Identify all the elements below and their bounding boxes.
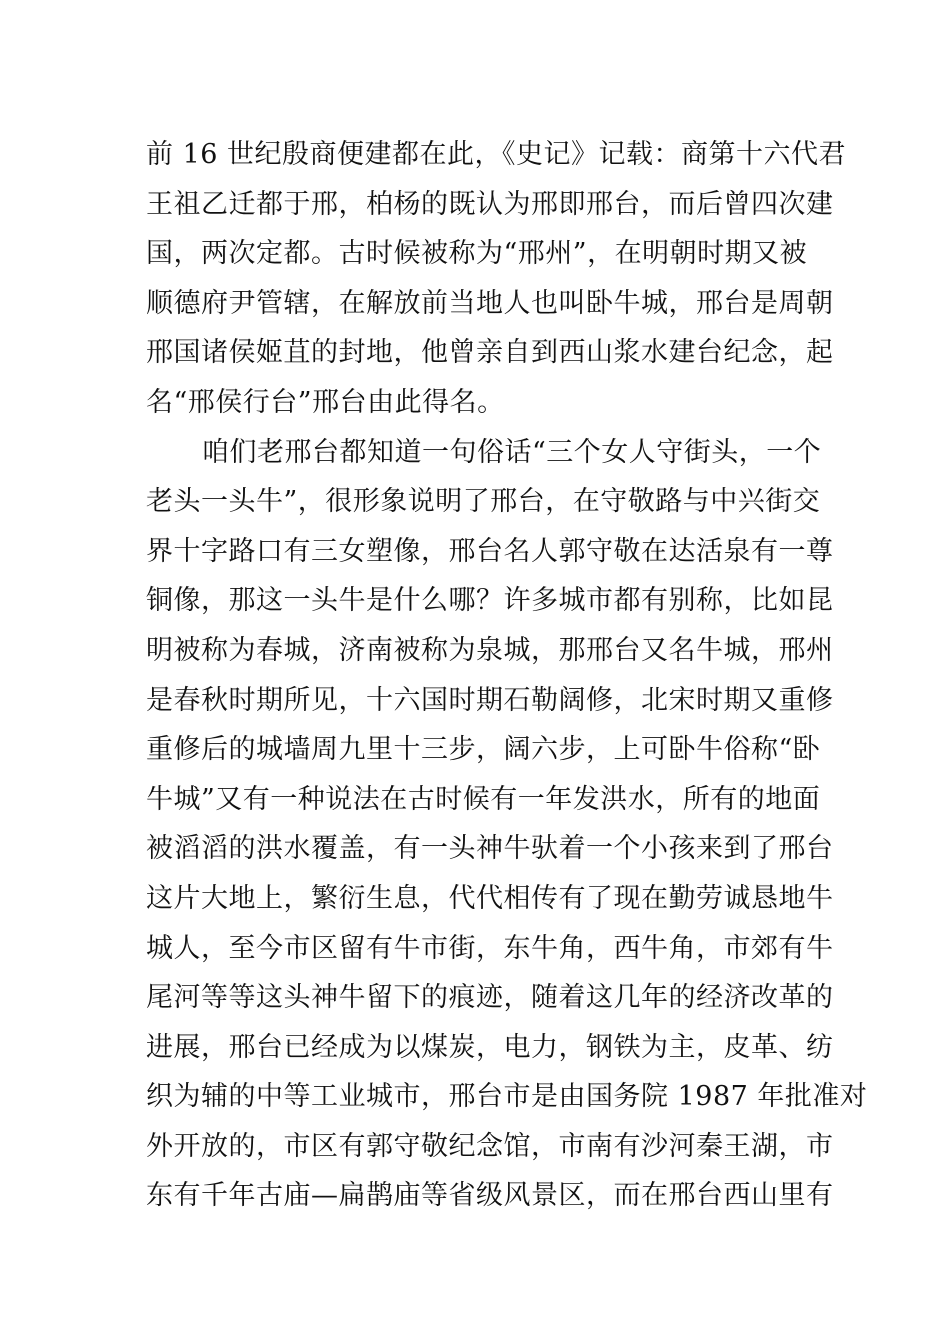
text-line: 重修后的城墙周九里十三步，阔六步，上可卧牛俗称“卧 xyxy=(146,734,821,766)
text-line: 尾河等等这头神牛留下的痕迹，随着这几年的经济改革的 xyxy=(146,982,834,1014)
text-line: 顺德府尹管辖，在解放前当地人也叫卧牛城，邢台是周朝 xyxy=(146,287,834,319)
text-line: 被滔滔的洪水覆盖，有一头神牛驮着一个小孩来到了邢台 xyxy=(146,833,834,865)
text-line: 这片大地上，繁衍生息，代代相传有了现在勤劳诚恳地牛 xyxy=(146,882,834,914)
text-line: 东有千年古庙—扁鹊庙等省级风景区，而在邢台西山里有 xyxy=(146,1180,834,1212)
text-line: 城人，至今市区留有牛市街，东牛角，西牛角，市郊有牛 xyxy=(146,932,834,964)
body-text xyxy=(146,130,868,1221)
text-line: 界十字路口有三女塑像，邢台名人郭守敬在达活泉有一尊 xyxy=(146,535,834,567)
text-line: 外开放的，市区有郭守敬纪念馆，市南有沙河秦王湖，市 xyxy=(146,1130,834,1162)
text-line: 老头一头牛”，很形象说明了邢台，在守敬路与中兴街交 xyxy=(146,486,821,518)
text-line: 铜像，那这一头牛是什么哪？许多城市都有别称，比如昆 xyxy=(146,585,834,617)
text-line: 邢国诸侯姬苴的封地，他曾亲自到西山浆水建台纪念，起 xyxy=(146,337,834,369)
text-line: 进展，邢台已经成为以煤炭，电力，钢铁为主，皮革、纺 xyxy=(146,1031,834,1063)
text-line: 织为辅的中等工业城市，邢台市是由国务院 1987 年批准对 xyxy=(146,1081,868,1113)
text-line: 名“邢侯行台”邢台由此得名。 xyxy=(146,386,505,418)
text-line: 明被称为春城，济南被称为泉城，那邢台又名牛城，邢州 xyxy=(146,634,834,666)
paragraph-start-line: 咱们老邢台都知道一句俗话“三个女人守街头，一个 xyxy=(202,436,822,468)
text-line: 国，两次定都。古时候被称为“邢州”，在明朝时期又被 xyxy=(146,238,808,270)
text-line: 牛城”又有一种说法在古时候有一年发洪水，所有的地面 xyxy=(146,783,821,815)
text-line: 前 16 世纪殷商便建都在此，《史记》记载：商第十六代君 xyxy=(146,139,847,170)
text-line: 王祖乙迁都于邢，柏杨的既认为邢即邢台，而后曾四次建 xyxy=(146,188,834,220)
text-line: 是春秋时期所见，十六国时期石勒阔修，北宋时期又重修 xyxy=(146,684,834,716)
